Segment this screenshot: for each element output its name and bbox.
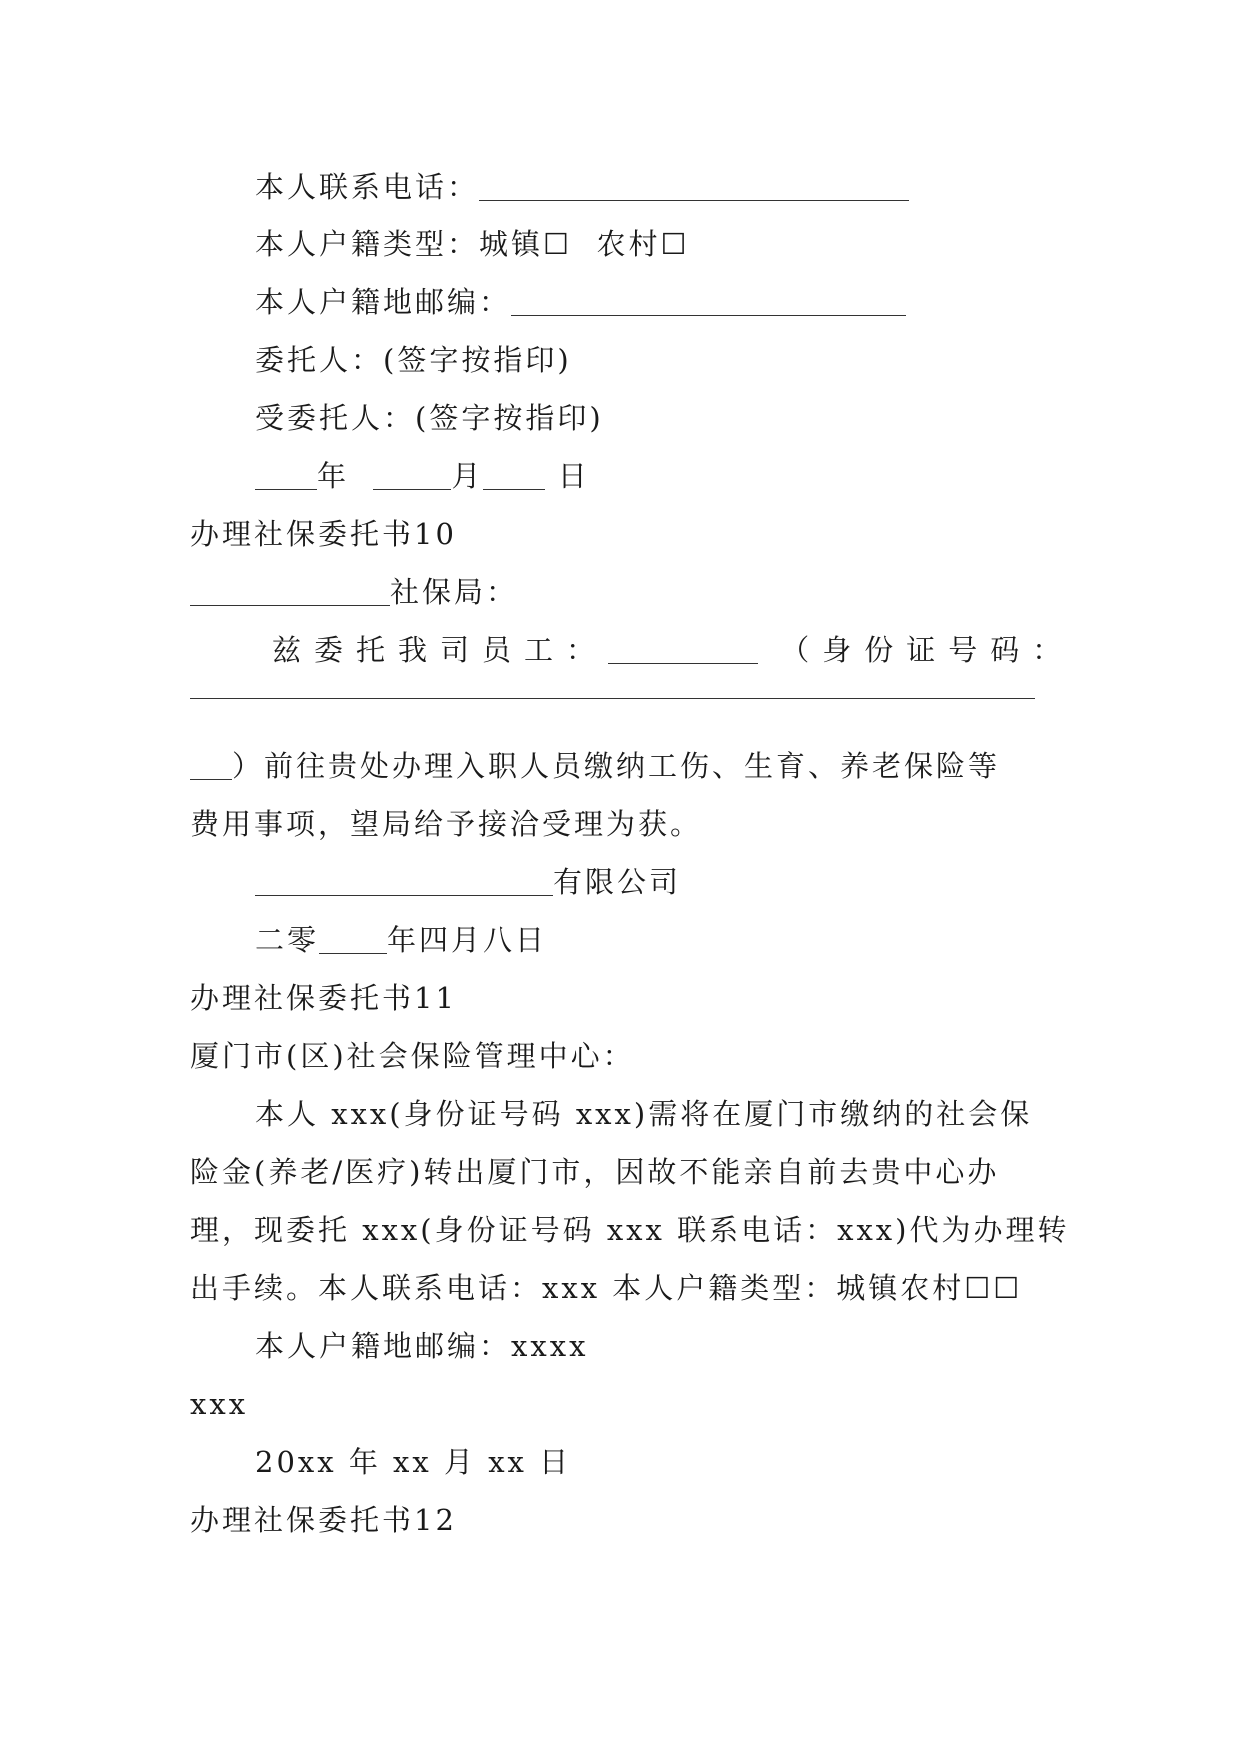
agent-signature-line: 受委托人：(签字按指印) <box>255 401 604 435</box>
postcode-label: 本人户籍地邮编： <box>255 285 512 319</box>
postcode-line <box>255 282 1060 322</box>
date-suffix: 年四月八日 <box>387 923 548 957</box>
hukou-rural-checkbox[interactable]: 农村☐ <box>596 227 690 261</box>
id-number-label: （身份证号码： <box>780 633 1075 667</box>
recipient-line: 厦门市(区)社会保险管理中心： <box>190 1039 635 1073</box>
phone-blank[interactable] <box>479 172 909 201</box>
company-name-blank[interactable] <box>255 867 553 896</box>
date-prefix: 二零 <box>255 923 320 957</box>
company-line <box>255 862 1060 902</box>
id-number-tail-blank[interactable] <box>190 751 232 780</box>
hukou-type-line <box>255 224 1060 264</box>
bureau-label: 社保局： <box>390 575 519 609</box>
date-year-blank[interactable] <box>319 925 387 954</box>
section10-date-line <box>255 920 1060 960</box>
postcode-blank[interactable] <box>511 287 906 316</box>
section11-body-line4: 出手续。本人联系电话：xxx 本人户籍类型：城镇农村☐☐ <box>190 1271 1023 1305</box>
month-label: 月 <box>451 459 484 493</box>
year-label: 年 <box>317 459 350 493</box>
year-blank[interactable] <box>255 461 317 490</box>
entrust-line <box>272 630 1077 670</box>
section11-postcode-line: 本人户籍地邮编：xxxx <box>255 1329 589 1363</box>
hukou-urban-checkbox[interactable]: 城镇☐ <box>479 227 573 261</box>
section11-body-line2: 险金(养老/医疗)转出厦门市，因故不能亲自前去贵中心办 <box>190 1155 1000 1189</box>
bureau-line <box>190 572 1060 612</box>
day-label: 日 <box>557 459 590 493</box>
entrust-body-line1 <box>190 746 1060 786</box>
hukou-type-label: 本人户籍类型： <box>255 227 480 261</box>
section11-date: 20xx 年 xx 月 xx 日 <box>255 1445 572 1479</box>
entrust-body-text: ）前往贵处办理入职人员缴纳工伤、生育、养老保险等 <box>232 749 1001 783</box>
bureau-blank[interactable] <box>190 577 390 606</box>
section11-signature: xxx <box>190 1387 249 1421</box>
phone-line <box>255 167 1060 207</box>
entrust-body-line2: 费用事项，望局给予接洽受理为获。 <box>190 807 703 841</box>
section12-title: 办理社保委托书12 <box>190 1503 457 1537</box>
section11-title: 办理社保委托书11 <box>190 981 457 1015</box>
day-blank[interactable] <box>483 461 545 490</box>
id-number-blank[interactable] <box>190 698 1035 699</box>
section10-title: 办理社保委托书10 <box>190 517 457 551</box>
section11-body-line1: 本人 xxx(身份证号码 xxx)需将在厦门市缴纳的社会保 <box>255 1097 1033 1131</box>
employee-name-blank[interactable] <box>608 635 758 664</box>
section11-body-line3: 理，现委托 xxx(身份证号码 xxx 联系电话：xxx)代为办理转 <box>190 1213 1070 1247</box>
month-blank[interactable] <box>373 461 451 490</box>
date-line <box>255 456 1060 496</box>
company-label: 有限公司 <box>553 865 682 899</box>
principal-signature-line: 委托人：(签字按指印) <box>255 343 572 377</box>
phone-label: 本人联系电话： <box>255 170 480 204</box>
entrust-text: 兹委托我司员工： <box>272 633 609 667</box>
